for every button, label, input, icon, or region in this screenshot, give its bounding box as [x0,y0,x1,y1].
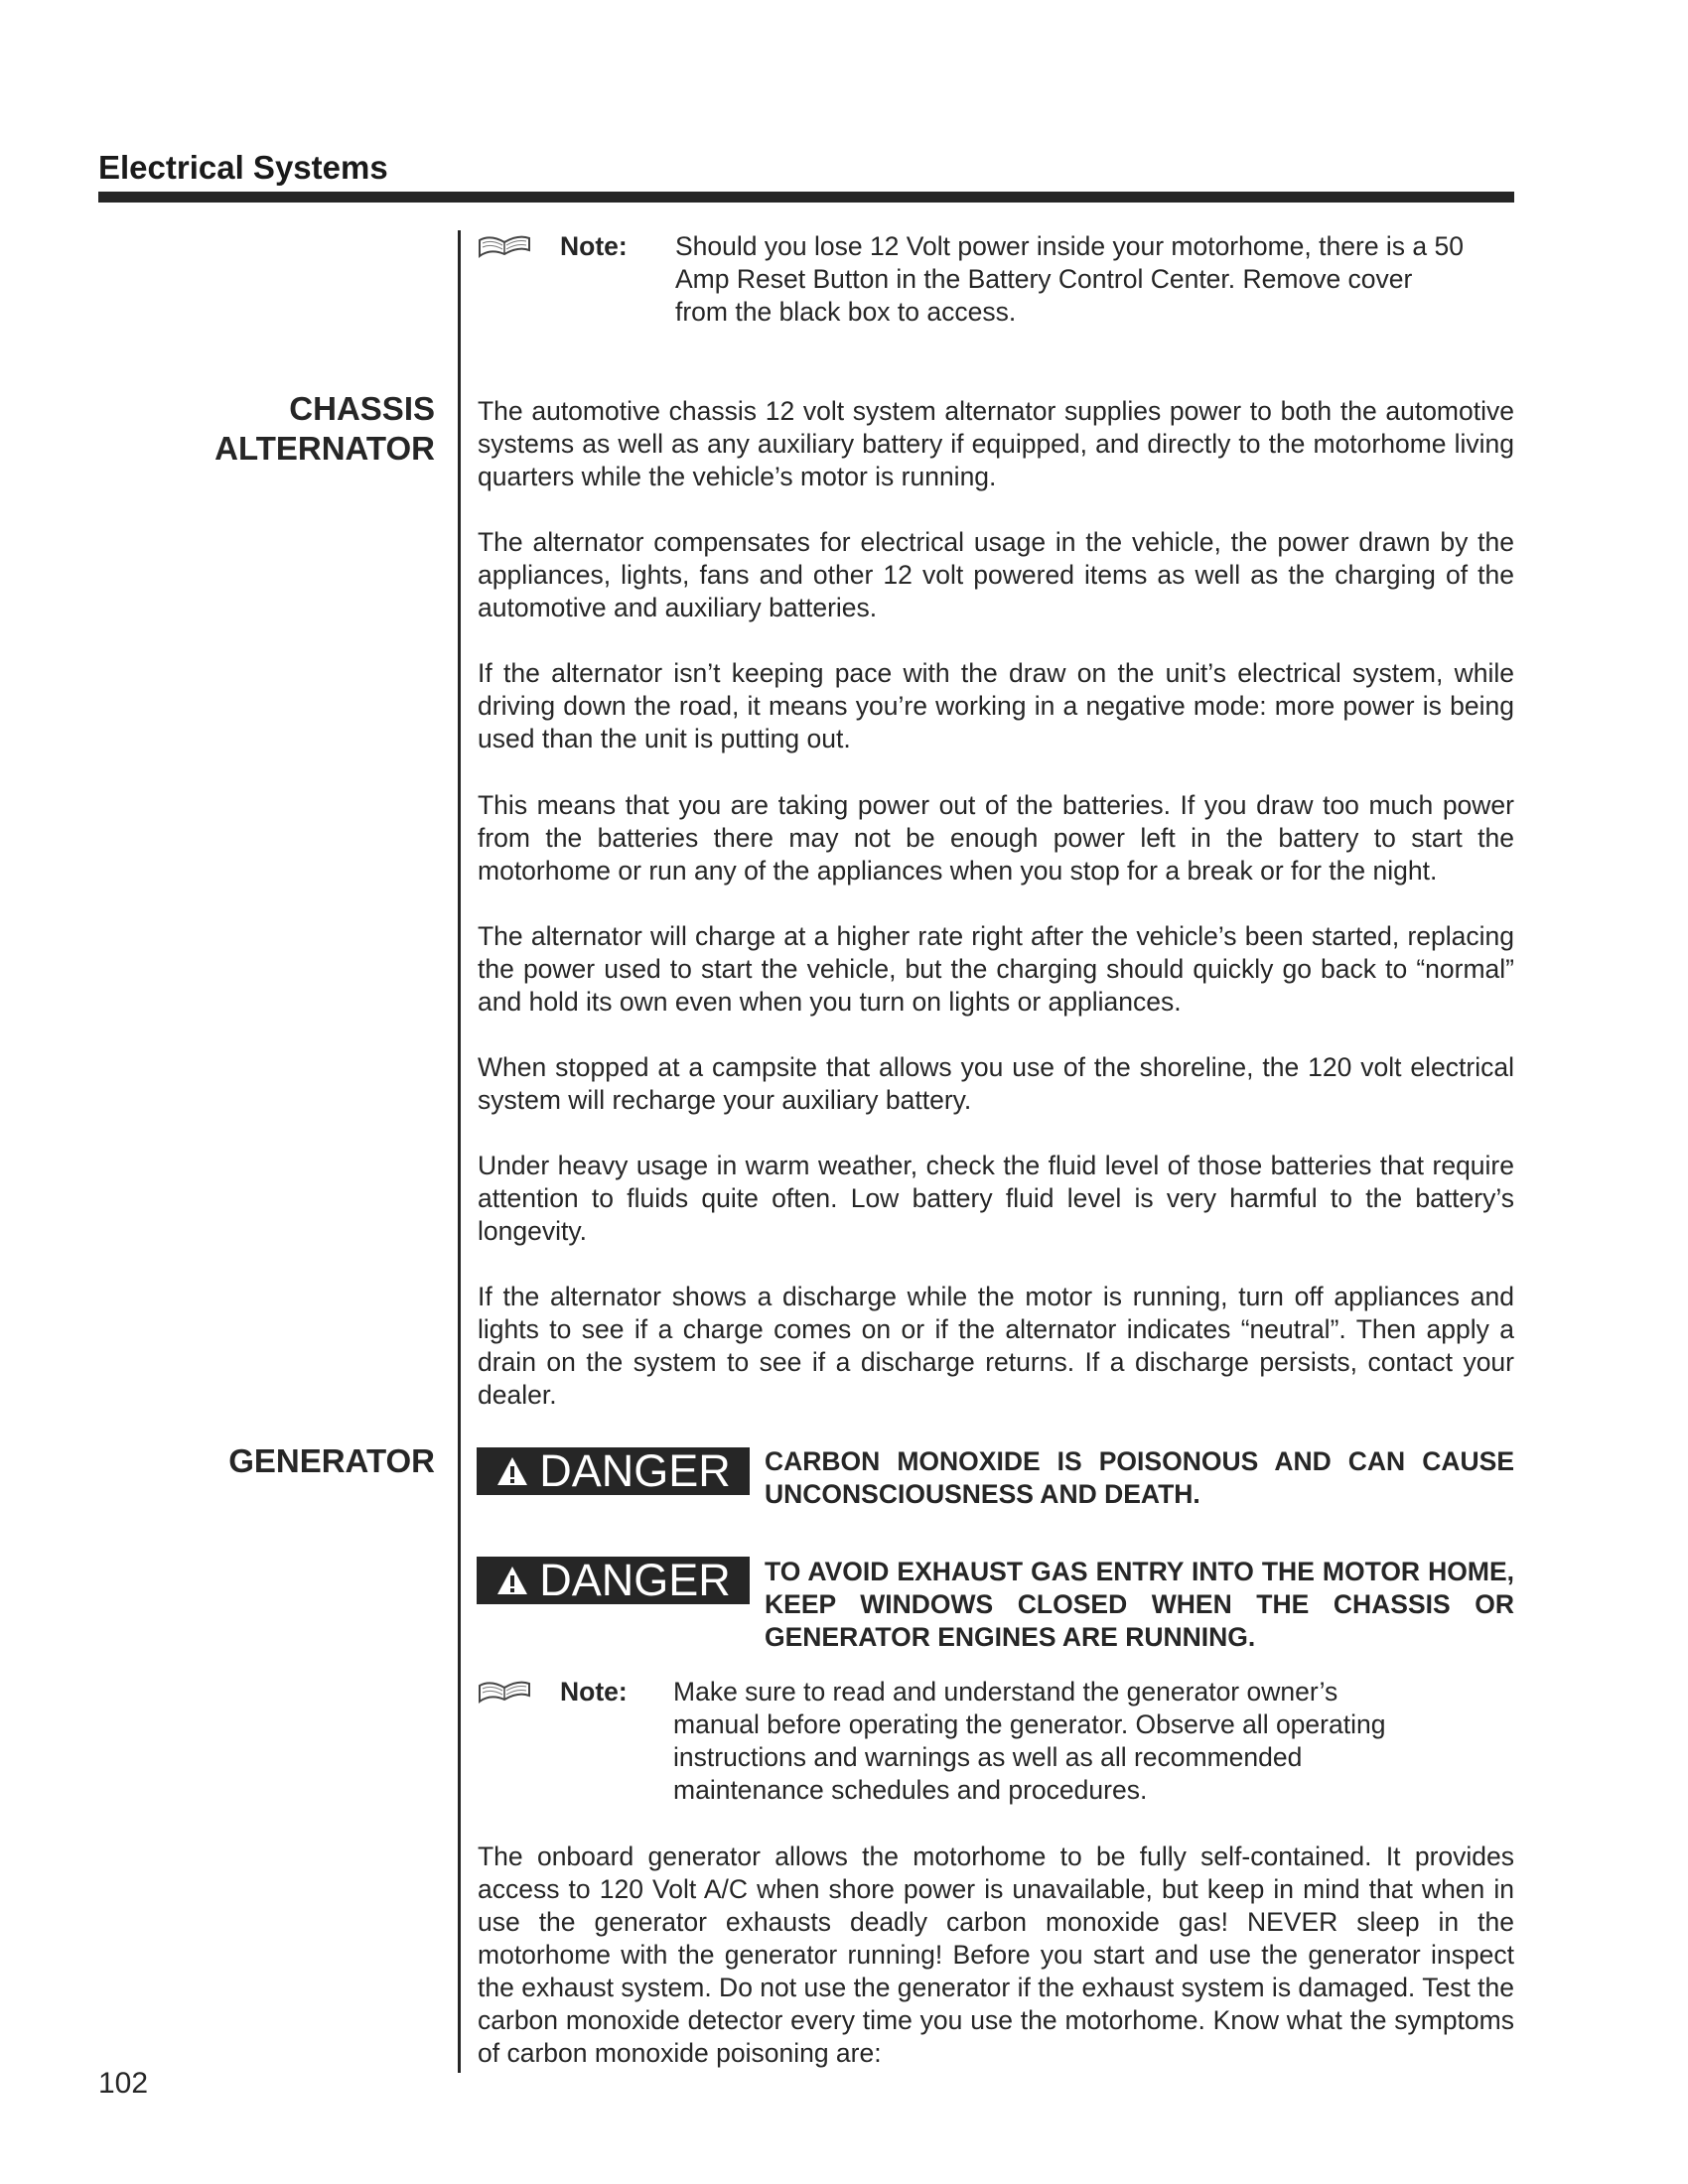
section-title: Electrical Systems [98,149,388,186]
body-paragraph: Under heavy usage in warm weather, check the fluid level of those batteries that require attention to fluids quite often. Low battery fluid level is very harmful to the battery’s longevity. [478,1151,1514,1246]
note-text [675,230,1519,329]
body-paragraph: When stopped at a campsite that allows you use of the shoreline, the 120 volt electrical system will recharge your auxiliary battery. [478,1052,1514,1115]
note-label: Note: [560,231,628,261]
danger-badge [477,1447,750,1495]
note-line: from the black box to access. [675,297,1017,327]
note-battery-reset [477,230,1515,330]
warning-triangle-icon [495,1565,529,1596]
danger-text: CARBON MONOXIDE IS POISONOUS AND CAN CAUSE UNCONSCIOUSNESS AND DEATH. [765,1446,1514,1509]
note-line: instructions and warnings as well as all recommended [673,1742,1303,1772]
generator-heading: GENERATOR [228,1442,435,1479]
note-line: manual before operating the generator. Observe all operating [673,1709,1386,1739]
open-book-icon [477,230,532,262]
page-number: 102 [98,2067,149,2100]
column-divider [458,230,461,2073]
note-line: maintenance schedules and procedures. [673,1775,1148,1805]
body-paragraph: If the alternator isn’t keeping pace with the draw on the unit’s electrical system, while driving down the road, it means you’re working in a negative mode: more power is being used than the unit is putting out. [478,658,1514,753]
open-book-icon [477,1676,532,1707]
danger-text: TO AVOID EXHAUST GAS ENTRY INTO THE MOTOR HOME, KEEP WINDOWS CLOSED WHEN THE CHASSIS OR GENERATOR ENGINES ARE RUNNING. [765,1557,1514,1652]
body-paragraph: If the alternator shows a discharge while the motor is running, turn off appliances and lights to see if a charge comes on or if the alternator indicates “neutral”. Then apply a drain on the system to see if a discharge returns. If a discharge persists, contact your dealer. [478,1282,1514,1410]
note-generator-manual [477,1676,1515,1810]
note-label: Note: [560,1677,628,1706]
body-paragraph: The automotive chassis 12 volt system alternator supplies power to both the automotive systems as well as any auxiliary battery if equipped, and directly to the motorhome living quarters while the vehicle’s motor is running. [478,396,1514,491]
note-line: Amp Reset Button in the Battery Control Center. Remove cover [675,264,1413,294]
heading-line: ALTERNATOR [214,430,435,467]
body-paragraph: The onboard generator allows the motorhome to be fully self-contained. It provides access to 120 Volt A/C when shore power is unavailable, but keep in mind that when in use the generator exhausts deadly carbon monoxide gas! NEVER sleep in the motorhome with the generator running! Before you start and use the generator inspect the exhaust system. Do not use the generator if the exhaust system is damaged. Test the carbon monoxide detector every time you use the motorhome. Know what the symptoms of carbon monoxide poisoning are: [478,1842,1514,2068]
header-rule [98,192,1514,203]
danger-label: DANGER [539,1555,731,1605]
heading-line: CHASSIS [289,390,435,427]
body-paragraph: This means that you are taking power out of the batteries. If you draw too much power from the batteries there may not be enough power left in the battery to start the motorhome or run any of the appliances when you stop for a break or for the night. [478,790,1514,886]
note-line: Should you lose 12 Volt power inside your motorhome, there is a 50 [675,231,1464,261]
danger-badge [477,1557,750,1604]
body-paragraph: The alternator compensates for electrical usage in the vehicle, the power drawn by the appliances, lights, fans and other 12 volt powered items as well as the charging of the automotive and auxiliary batteries. [478,527,1514,622]
chassis-alternator-heading [214,389,435,469]
note-text [673,1676,1517,1807]
danger-label: DANGER [539,1445,731,1496]
warning-triangle-icon [495,1455,529,1487]
body-paragraph: The alternator will charge at a higher rate right after the vehicle’s been started, replacing the power used to start the vehicle, but the charging should quickly go back to “normal” and hold its own even when you turn on lights or appliances. [478,921,1514,1017]
note-line: Make sure to read and understand the generator owner’s [673,1677,1338,1706]
